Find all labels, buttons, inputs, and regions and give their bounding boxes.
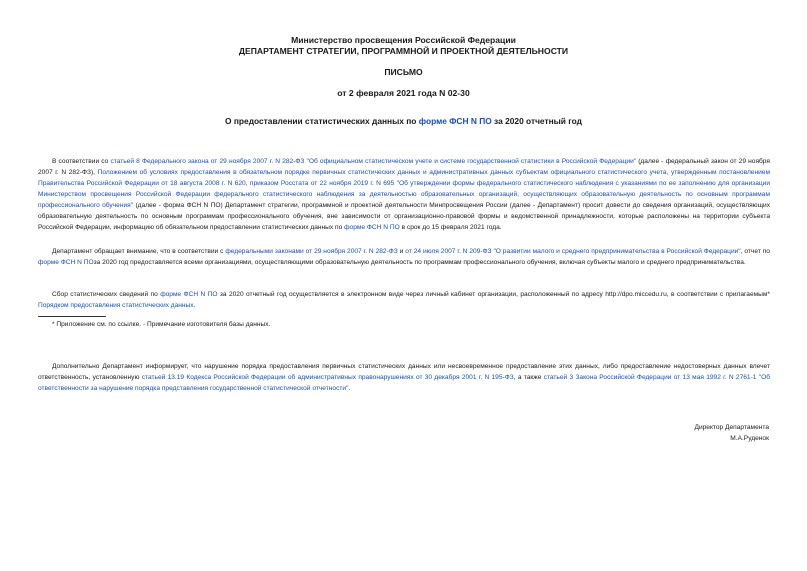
text: , а также: [513, 374, 544, 381]
rosstat-order-695-link[interactable]: приказом Росстата от 22 ноября 2019 г. N 695 "Об утверждении формы федерального статистического наблюдения с указаниями по ее заполнению для организации Министерством просвещения Российской Федерации федерального статистического наблюдения за деятельностью образовательных организаций, осуществляющих образовательную деятельность по основным программам профессионального обучения": [38, 180, 770, 209]
subject-form-link[interactable]: форме ФСН N ПО: [418, 116, 492, 126]
footnote: * Приложение см. по ссылке. - Примечание изготовителя базы данных.: [52, 321, 271, 328]
footnote-divider: [38, 316, 106, 317]
law-282-link[interactable]: федеральными законами от 29 ноября 2007 г. N 282-ФЗ: [225, 248, 398, 255]
regulation-620-link[interactable]: Положением об условиях предоставления в обязательном порядке первичных статистических данных и административных данных субъектам официального статистического учета, утвержденным постановлением Правительства Российской Федерации от 18 августа 2008 г. N 620: [38, 169, 770, 187]
text: в срок до 15 февраля 2021 года.: [399, 224, 502, 231]
subject-text: О предоставлении статистических данных по: [225, 116, 419, 126]
text: В соответствии со: [52, 158, 111, 165]
koap-article-13-19-link[interactable]: статьей 13.19 Кодекса Российской Федерации об административных правонарушениях от 30 декабря 2001 г. N 195-ФЗ: [141, 374, 514, 381]
text: (далее - федеральный закон от 29 ноября 2007 г. N 282-ФЗ),: [38, 158, 770, 176]
text: за 2020 отчетный год осуществляется в электронном виде через личный кабинет организации, расположенный по адресу http://dpo.miccedu.ru, в соответствии с прилагаемым*: [217, 291, 770, 298]
form-fsn-po-link[interactable]: форме ФСН N ПО: [160, 291, 218, 298]
text: .: [348, 385, 351, 392]
paragraph-2: [38, 246, 770, 268]
law-2761-1-article-3-link[interactable]: статьей 3 Закона Российской Федерации от 13 мая 1992 г. N 2761-1 "Об ответственности за нарушение порядка представления государственной статистической отчетности": [38, 374, 770, 392]
text: (далее - форма ФСН N ПО) Департамент стратегии, программной и проектной деятельности Минпросвещения России (далее - Департамент) просит довести до сведения организаций, осуществляющих образовательную деятельность по основным программам профессионального обучения, вне зависимости от организационно-правовой формы и ведомственной принадлежности, которые расположены на территории субъекта Российской Федерации, информацию об обязательном предоставлении статистических данных по: [38, 202, 770, 231]
signature-position: Директор Департамента: [694, 424, 769, 431]
text: Сбор статистических сведений по: [52, 291, 161, 298]
text: .: [193, 302, 196, 309]
paragraph-3: [38, 289, 770, 311]
document-subject: [0, 116, 807, 127]
document-type: ПИСЬМО: [384, 67, 423, 77]
ministry-title: Министерство просвещения Российской Федерации: [291, 35, 516, 45]
text: , отчет по: [740, 248, 770, 255]
text: за 2020 год предоставляется всеми организациями, осуществляющими образовательную деятельность по программам профессионального обучения, включая субъекты малого и среднего предпринимательства.: [93, 259, 746, 266]
department-title: ДЕПАРТАМЕНТ СТРАТЕГИИ, ПРОГРАММНОЙ И ПРОЕКТНОЙ ДЕЯТЕЛЬНОСТИ: [238, 46, 569, 56]
signature-name: М.А.Руденок: [730, 435, 769, 442]
subject-text-end: за 2020 отчетный год: [491, 116, 582, 126]
submission-procedure-link[interactable]: Порядком предоставления статистических данных: [38, 302, 194, 309]
form-fsn-po-link[interactable]: форме ФСН N ПО: [38, 259, 94, 266]
law-209-link[interactable]: от 24 июля 2007 г. N 209-ФЗ "О развитии малого и среднего предпринимательства в Российской Федерации": [405, 248, 741, 255]
document-date-number: от 2 февраля 2021 года N 02-30: [337, 88, 470, 98]
paragraph-4: [38, 361, 770, 394]
text: ,: [245, 180, 250, 187]
paragraph-1: [38, 156, 770, 233]
text: Дополнительно Департамент информирует, что нарушение порядка предоставления первичных статистических данных или несвоевременное предоставление этих данных, либо предоставление недостоверных данных влечет ответственность, установленную: [38, 363, 770, 381]
law-282-article-8-link[interactable]: статьей 8 Федерального закона от 29 ноября 2007 г. N 282-ФЗ "Об официальном статистическом учете и системе государственной статистики в Российской Федерации": [110, 158, 637, 165]
text: и: [397, 248, 406, 255]
form-fsn-po-link[interactable]: форме ФСН N ПО: [344, 224, 400, 231]
text: Департамент обращает внимание, что в соответствии с: [52, 248, 226, 255]
